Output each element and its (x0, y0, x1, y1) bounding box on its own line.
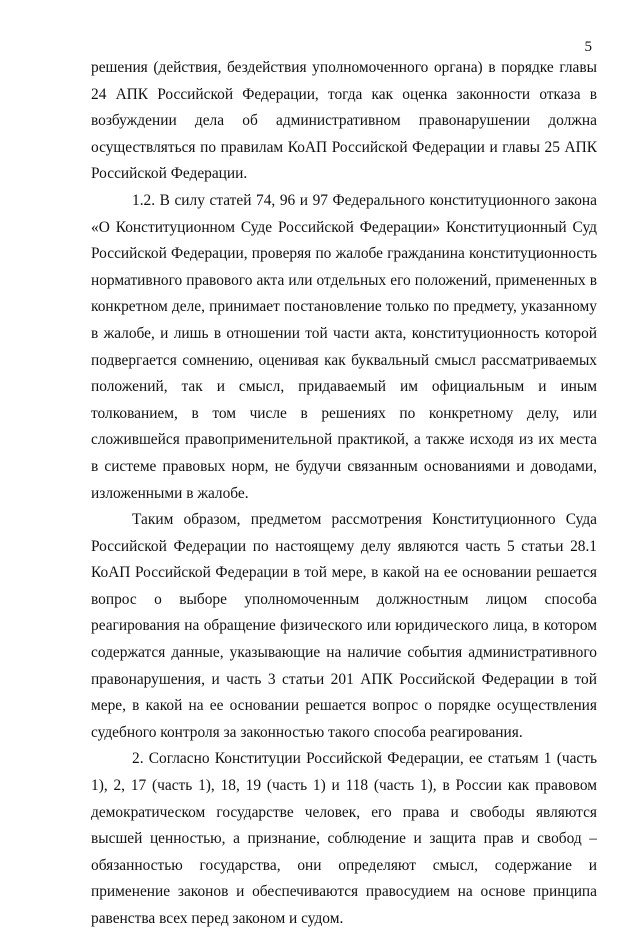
paragraph-continuation: решения (действия, бездействия уполномоченного органа) в порядке главы 24 АПК Российской Федерации, тогда как оценка законности отказа в возбуждении дела об административном правонарушении должна осуществляться по правилам КоАП Российской Федерации и главы 25 АПК Российской Федерации. (91, 59, 597, 183)
paragraph-section-2: 2. Согласно Конституции Российской Федерации, ее статьям 1 (часть 1), 2, 17 (часть 1), 18, 19 (часть 1) и 118 (часть 1), в России как правовом демократическом государстве человек, его права и свободы являются высшей ценностью, а признание, соблюдение и защита прав и свобод – обязанностью государства, они определяют смысл, содержание и применение законов и обеспечиваются правосудием на основе принципа равенства всех перед законом и судом. (91, 750, 597, 927)
paragraph-subject-of-review: Таким образом, предметом рассмотрения Конституционного Суда Российской Федерации по настоящему делу являются часть 5 статьи 28.1 КоАП Российской Федерации в той мере, в какой на ее основании решается вопрос о выборе уполномоченным должностным лицом способа реагирования на обращение физического или юридического лица, в котором содержатся данные, указывающие на наличие события административного правонарушения, и часть 3 статьи 201 АПК Российской Федерации в той мере, в какой на ее основании решается вопрос о порядке осуществления судебного контроля за законностью такого способа реагирования. (91, 511, 597, 741)
paragraph-section-1-2: 1.2. В силу статей 74, 96 и 97 Федерального конституционного закона «О Конституционном Суде Российской Федерации» Конституционный Суд Российской Федерации, проверяя по жалобе гражданина конституционность нормативного правового акта или отдельных его положений, примененных в конкретном деле, принимает постановление только по предмету, указанному в жалобе, и лишь в отношении той части акта, конституционность которой подвергается сомнению, оценивая как буквальный смысл рассматриваемых положений, так и смысл, придаваемый им официальным и иным толкованием, в том числе в решениях по конкретному делу, или сложившейся правоприменительной практикой, а также исходя из их места в системе правовых норм, не будучи связанным основаниями и доводами, изложенными в жалобе. (91, 191, 597, 502)
document-body (91, 55, 597, 933)
page-number: 5 (584, 39, 592, 55)
